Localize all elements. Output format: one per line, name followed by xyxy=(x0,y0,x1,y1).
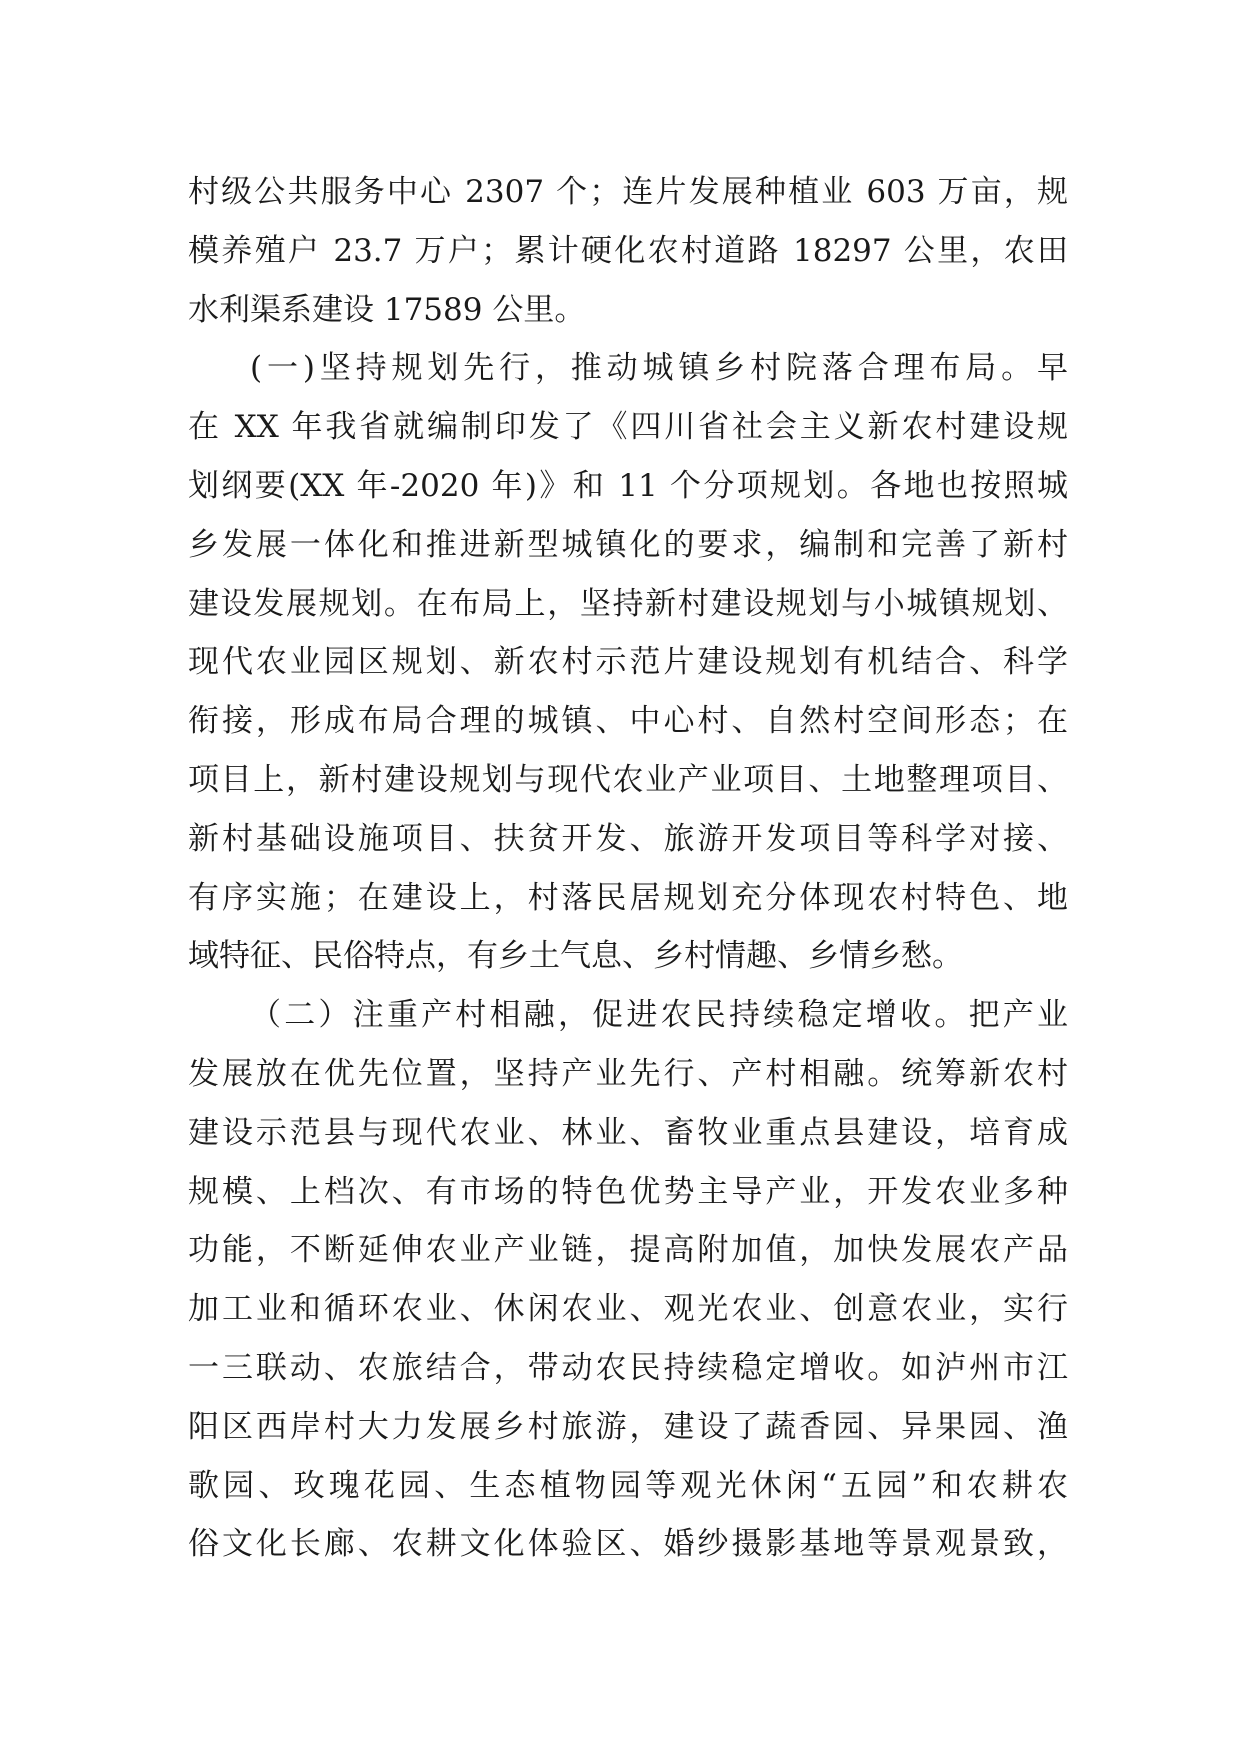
text-line: 建设示范县与现代农业、林业、畜牧业重点县建设，培育成 xyxy=(188,1114,1068,1151)
text-line: 加工业和循环农业、休闲农业、观光农业、创意农业，实行 xyxy=(188,1291,1068,1328)
text-line: （二）注重产村相融，促进农民持续稳定增收。把产业 xyxy=(250,997,1068,1034)
text-line: 规模、上档次、有市场的特色优势主导产业，开发农业多种 xyxy=(188,1173,1068,1210)
text-line: 歌园、玫瑰花园、生态植物园等观光休闲“五园”和农耕农 xyxy=(188,1467,1068,1504)
text-line: 现代农业园区规划、新农村示范片建设规划有机结合、科学 xyxy=(188,644,1068,681)
text-line: 发展放在优先位置，坚持产业先行、产村相融。统筹新农村 xyxy=(188,1055,1068,1092)
text-line: 一三联动、农旅结合，带动农民持续稳定增收。如泸州市江 xyxy=(188,1349,1068,1386)
text-line: 项目上，新村建设规划与现代农业产业项目、土地整理项目、 xyxy=(188,761,1068,798)
text-line: 新村基础设施项目、扶贫开发、旅游开发项目等科学对接、 xyxy=(188,820,1068,857)
text-line: 水利渠系建设 17589 公里。 xyxy=(188,291,586,328)
text-line: 有序实施；在建设上，村落民居规划充分体现农村特色、地 xyxy=(188,879,1068,916)
text-line: 划纲要(XX 年-2020 年)》和 11 个分项规划。各地也按照城 xyxy=(188,467,1068,504)
text-line: 模养殖户 23.7 万户；累计硬化农村道路 18297 公里，农田 xyxy=(188,232,1068,269)
text-line: 功能，不断延伸农业产业链，提高附加值，加快发展农产品 xyxy=(188,1232,1068,1269)
text-line: 在 XX 年我省就编制印发了《四川省社会主义新农村建设规 xyxy=(188,409,1068,446)
text-line: 衔接，形成布局合理的城镇、中心村、自然村空间形态；在 xyxy=(188,703,1068,740)
text-line: 阳区西岸村大力发展乡村旅游，建设了蔬香园、异果园、渔 xyxy=(188,1408,1068,1445)
text-line: 村级公共服务中心 2307 个；连片发展种植业 603 万亩，规 xyxy=(188,174,1068,210)
text-line: (一)坚持规划先行，推动城镇乡村院落合理布局。早 xyxy=(250,350,1068,387)
text-line: 乡发展一体化和推进新型城镇化的要求，编制和完善了新村 xyxy=(188,526,1068,563)
text-line: 俗文化长廊、农耕文化体验区、婚纱摄影基地等景观景致， xyxy=(188,1526,1068,1563)
text-line: 建设发展规划。在布局上，坚持新村建设规划与小城镇规划、 xyxy=(188,585,1068,622)
text-line: 域特征、民俗特点，有乡土气息、乡村情趣、乡情乡愁。 xyxy=(188,938,963,975)
body-text xyxy=(188,163,1068,1574)
